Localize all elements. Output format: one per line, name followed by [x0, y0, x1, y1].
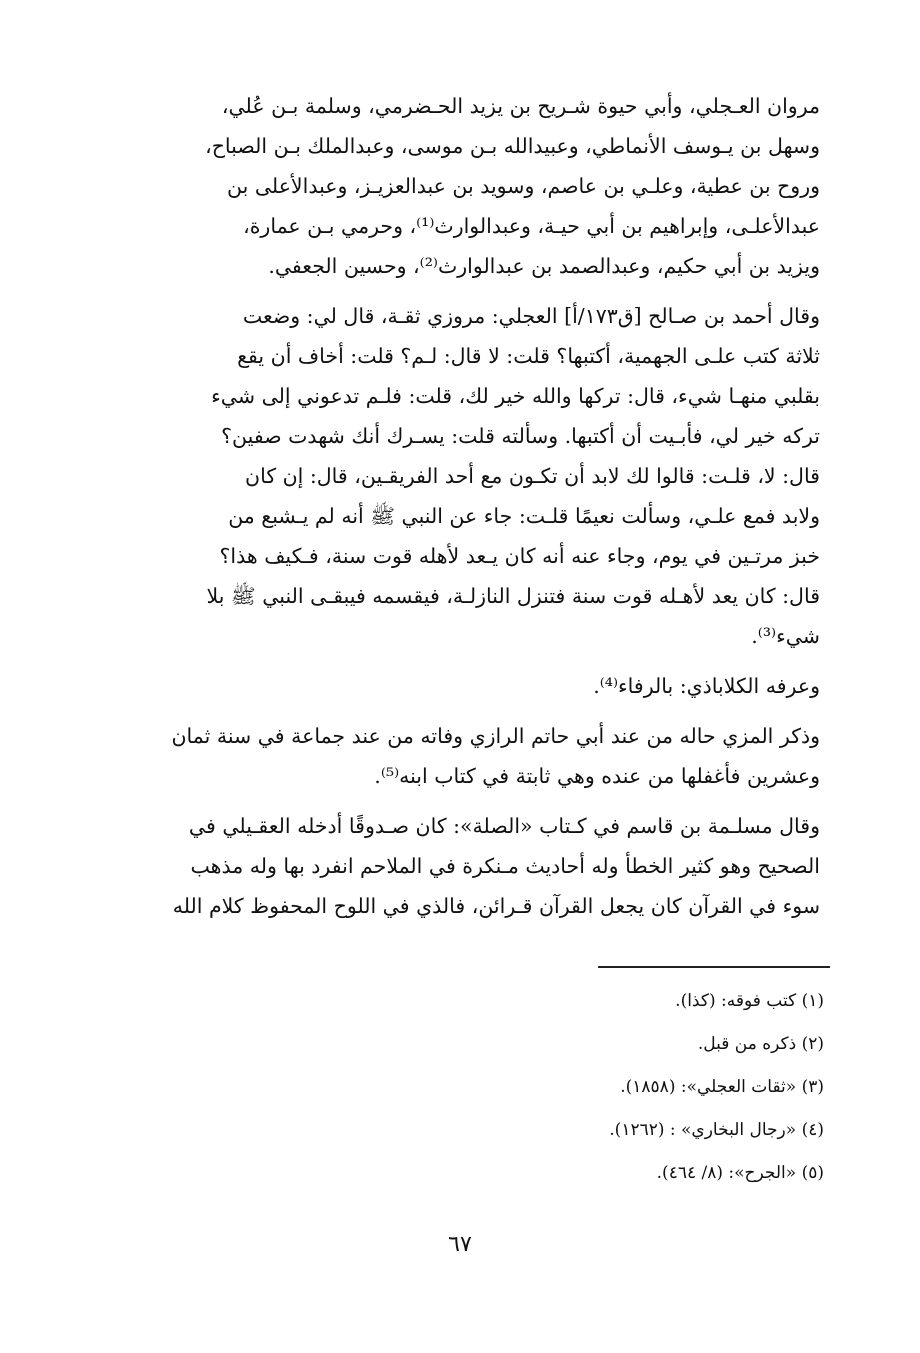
main-text	[104, 86, 820, 936]
text-line: بقلبي منهـا شيء، قال: تركها والله خير لك، قلت: فلـم تدعوني إلى شيء	[211, 384, 820, 408]
paragraph-kalabadhi	[104, 666, 820, 706]
text-line: ويزيد بن أبي حكيم، وعبدالصمد بن عبدالوارث⁽²⁾، وحسين الجعفي.	[268, 254, 820, 278]
text-line: وذكر المزي حاله من عند أبي حاتم الرازي وفاته من عند جماعة في سنة ثمان	[171, 724, 820, 748]
text-line: خبز مرتـين في يوم، وجاء عنه أنه كان يـعد لأهله قوت سنة، فـكيف هذا؟	[219, 544, 820, 568]
footnote-separator	[598, 966, 830, 968]
paragraph-ijli-quote	[104, 296, 820, 656]
paragraph-maslama	[104, 806, 820, 926]
text-line: تركه خير لي، فأبـيت أن أكتبها. وسألته قلت: يسـرك أنك شهدت صفين؟	[221, 424, 820, 448]
text-line: وعرفه الكلاباذي: بالرفاء⁽⁴⁾.	[593, 674, 820, 698]
text-line: سوء في القرآن كان يجعل القرآن قـرائن، فالذي في اللوح المحفوظ كلام الله	[172, 894, 820, 918]
text-line: وقال مسلـمة بن قاسم في كـتاب «الصلة»: كان صـدوقًا أدخله العقـيلي في	[188, 814, 820, 838]
footnotes	[304, 980, 824, 1195]
footnote-item: (٢) ذكره من قبل.	[697, 1034, 824, 1054]
text-line: قال: لا، قلـت: قالوا لك لابد أن تكـون مع أحد الفريقـين، قال: إن كان	[245, 464, 820, 488]
text-line: قال: كان يعد لأهـله قوت سنة فتنزل النازلـة، فيقسمه فيبقـى النبي ﷺ بلا	[206, 584, 820, 608]
paragraph-mizzi	[104, 716, 820, 796]
text-line: شيء⁽³⁾.	[751, 624, 820, 648]
footnote-item: (٤) «رجال البخاري» : (١٢٦٢).	[609, 1120, 824, 1140]
text-line: وقال أحمد بن صـالح [ق١٧٣/أ] العجلي: مروزي ثقـة، قال لي: وضعت	[242, 304, 820, 328]
text-line: ولابد فمع علـي، وسألت نعيمًا قلـت: جاء عن النبي ﷺ أنه لم يـشبع من	[228, 504, 820, 528]
text-line: وعشرين فأغفلها من عنده وهي ثابتة في كتاب ابنه⁽⁵⁾.	[374, 764, 820, 788]
text-line: الصحيح وهو كثير الخطأ وله أحاديث مـنكرة في الملاحم انفرد بها وله مذهب	[190, 854, 820, 878]
text-line: وسهل بن يـوسف الأنماطي، وعبيدالله بـن موسى، وعبدالملك بـن الصباح،	[205, 134, 820, 158]
footnote-item: (٥) «الجرح»: (٨/ ٤٦٤).	[656, 1163, 824, 1183]
text-line: ثلاثة كتب علـى الجهمية، أكتبها؟ قلت: لا قال: لـم؟ قلت: أخاف أن يقع	[237, 344, 820, 368]
footnote-item: (١) كتب فوقه: (كذا).	[675, 991, 824, 1011]
paragraph-narrators-list	[104, 86, 820, 286]
text-line: عبدالأعلـى، وإبراهيم بن أبي حيـة، وعبدالوارث⁽¹⁾، وحرمي بـن عمارة،	[243, 214, 820, 238]
page-number: ٦٧	[448, 1232, 472, 1257]
text-line: مروان العـجلي، وأبي حيوة شـريح بن يزيد الحـضرمي، وسلمة بـن عُلي،	[221, 94, 820, 118]
text-line: وروح بن عطية، وعلـي بن عاصم، وسويد بن عبدالعزيـز، وعبدالأعلى بن	[227, 174, 820, 198]
footnote-item: (٣) «ثقات العجلي»: (١٨٥٨).	[620, 1077, 824, 1097]
